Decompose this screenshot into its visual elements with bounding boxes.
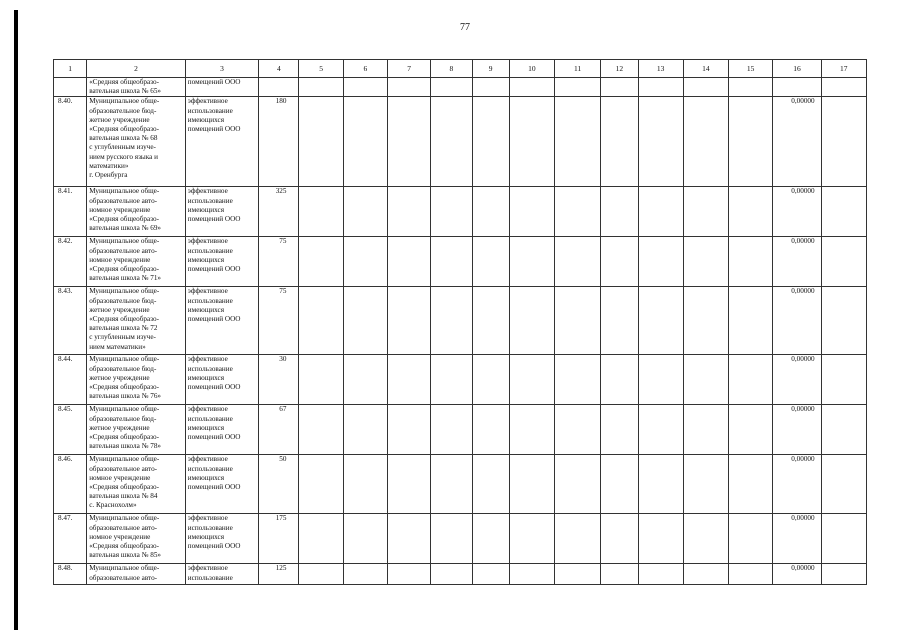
header-row [54, 60, 867, 78]
row-number-cell: 8.47. [54, 514, 87, 564]
empty-cell [729, 287, 773, 355]
share-cell [773, 78, 821, 97]
table-row [54, 355, 867, 405]
empty-cell [388, 564, 431, 585]
purpose-cell: эффективное использование имеющихся помещений ООО [185, 405, 258, 455]
empty-cell [555, 287, 601, 355]
empty-cell [472, 514, 509, 564]
empty-cell [299, 355, 343, 405]
row-number-cell: 8.42. [54, 237, 87, 287]
row-number-cell [54, 78, 87, 97]
empty-cell [729, 78, 773, 97]
empty-cell [601, 355, 638, 405]
column-header: 6 [343, 60, 387, 78]
empty-cell [729, 405, 773, 455]
empty-cell [509, 564, 554, 585]
empty-cell [821, 405, 866, 455]
purpose-cell: эффективное использование имеющихся помещений ООО [185, 514, 258, 564]
empty-cell [509, 514, 554, 564]
column-header: 1 [54, 60, 87, 78]
empty-cell [555, 514, 601, 564]
empty-cell [472, 405, 509, 455]
empty-cell [683, 514, 728, 564]
column-header: 5 [299, 60, 343, 78]
empty-cell [638, 287, 683, 355]
institution-name-cell: Муниципальное обще- образовательное авто- номное учреждение «Средняя общеобразо- вательная школа № 69» [87, 187, 186, 237]
empty-cell [343, 455, 387, 514]
empty-cell [343, 514, 387, 564]
row-number-cell: 8.41. [54, 187, 87, 237]
empty-cell [509, 287, 554, 355]
empty-cell [299, 564, 343, 585]
empty-cell [509, 405, 554, 455]
share-cell: 0,00000 [773, 97, 821, 187]
value-cell: 75 [259, 237, 299, 287]
share-cell: 0,00000 [773, 237, 821, 287]
empty-cell [729, 564, 773, 585]
empty-cell [821, 514, 866, 564]
institution-name-cell: Муниципальное обще- образовательное авто- [87, 564, 186, 585]
empty-cell [431, 405, 472, 455]
empty-cell [472, 355, 509, 405]
institution-name-cell: Муниципальное обще- образовательное бюд- жетное учреждение «Средняя общеобразо- вательная школа № 78» [87, 405, 186, 455]
empty-cell [555, 78, 601, 97]
empty-cell [388, 78, 431, 97]
institution-name-cell: Муниципальное обще- образовательное авто- номное учреждение «Средняя общеобразо- вательная школа № 71» [87, 237, 186, 287]
column-header: 10 [509, 60, 554, 78]
row-number-cell: 8.44. [54, 355, 87, 405]
empty-cell [509, 237, 554, 287]
empty-cell [601, 455, 638, 514]
purpose-cell: эффективное использование [185, 564, 258, 585]
share-cell: 0,00000 [773, 455, 821, 514]
empty-cell [638, 97, 683, 187]
empty-cell [821, 237, 866, 287]
empty-cell [343, 564, 387, 585]
empty-cell [555, 405, 601, 455]
purpose-cell: эффективное использование имеющихся помещений ООО [185, 187, 258, 237]
column-header: 17 [821, 60, 866, 78]
institution-name-cell: Муниципальное обще- образовательное авто- номное учреждение «Средняя общеобразо- вательная школа № 85» [87, 514, 186, 564]
purpose-cell: эффективное использование имеющихся помещений ООО [185, 455, 258, 514]
table-row [54, 405, 867, 455]
share-cell: 0,00000 [773, 514, 821, 564]
column-header: 9 [472, 60, 509, 78]
empty-cell [729, 455, 773, 514]
value-cell: 180 [259, 97, 299, 187]
column-header: 3 [185, 60, 258, 78]
column-header: 16 [773, 60, 821, 78]
empty-cell [638, 187, 683, 237]
empty-cell [343, 405, 387, 455]
empty-cell [299, 97, 343, 187]
empty-cell [343, 187, 387, 237]
page-number: 77 [460, 22, 470, 33]
institution-name-cell: Муниципальное обще- образовательное бюд- жетное учреждение «Средняя общеобразо- вательная школа № 68 с углубленным изуче- нием русского языка и математики» г. Оренбурга [87, 97, 186, 187]
table-row [54, 564, 867, 585]
table-row [54, 97, 867, 187]
empty-cell [343, 97, 387, 187]
empty-cell [729, 355, 773, 405]
data-table [53, 59, 867, 585]
purpose-cell: эффективное использование имеющихся помещений ООО [185, 355, 258, 405]
empty-cell [388, 514, 431, 564]
empty-cell [601, 564, 638, 585]
table-row [54, 455, 867, 514]
empty-cell [431, 514, 472, 564]
empty-cell [601, 97, 638, 187]
empty-cell [472, 97, 509, 187]
empty-cell [299, 405, 343, 455]
empty-cell [638, 405, 683, 455]
purpose-cell: эффективное использование имеющихся помещений ООО [185, 287, 258, 355]
value-cell: 125 [259, 564, 299, 585]
table-row [54, 237, 867, 287]
column-header: 13 [638, 60, 683, 78]
column-header: 14 [683, 60, 728, 78]
institution-name-cell: «Средняя общеобразо- вательная школа № 65» [87, 78, 186, 97]
column-header: 7 [388, 60, 431, 78]
empty-cell [601, 514, 638, 564]
empty-cell [638, 355, 683, 405]
column-header: 2 [87, 60, 186, 78]
empty-cell [388, 455, 431, 514]
column-header: 11 [555, 60, 601, 78]
empty-cell [299, 455, 343, 514]
empty-cell [821, 187, 866, 237]
empty-cell [821, 78, 866, 97]
table-row [54, 78, 867, 97]
purpose-cell: эффективное использование имеющихся помещений ООО [185, 97, 258, 187]
empty-cell [343, 287, 387, 355]
empty-cell [729, 97, 773, 187]
empty-cell [729, 514, 773, 564]
empty-cell [431, 237, 472, 287]
table-row [54, 514, 867, 564]
table-row [54, 287, 867, 355]
empty-cell [683, 355, 728, 405]
empty-cell [431, 455, 472, 514]
empty-cell [638, 78, 683, 97]
empty-cell [555, 187, 601, 237]
value-cell [259, 78, 299, 97]
empty-cell [509, 455, 554, 514]
column-header: 12 [601, 60, 638, 78]
empty-cell [683, 237, 728, 287]
purpose-cell: эффективное использование имеющихся помещений ООО [185, 237, 258, 287]
empty-cell [472, 78, 509, 97]
share-cell: 0,00000 [773, 405, 821, 455]
empty-cell [601, 237, 638, 287]
empty-cell [601, 78, 638, 97]
empty-cell [431, 97, 472, 187]
empty-cell [431, 187, 472, 237]
empty-cell [343, 237, 387, 287]
empty-cell [509, 97, 554, 187]
empty-cell [821, 287, 866, 355]
purpose-cell: помещений ООО [185, 78, 258, 97]
column-header: 4 [259, 60, 299, 78]
row-number-cell: 8.48. [54, 564, 87, 585]
column-header: 8 [431, 60, 472, 78]
share-cell: 0,00000 [773, 187, 821, 237]
empty-cell [388, 97, 431, 187]
empty-cell [729, 187, 773, 237]
value-cell: 30 [259, 355, 299, 405]
value-cell: 175 [259, 514, 299, 564]
empty-cell [555, 455, 601, 514]
empty-cell [601, 287, 638, 355]
empty-cell [388, 287, 431, 355]
empty-cell [509, 78, 554, 97]
empty-cell [472, 237, 509, 287]
row-number-cell: 8.40. [54, 97, 87, 187]
value-cell: 67 [259, 405, 299, 455]
empty-cell [729, 237, 773, 287]
empty-cell [555, 97, 601, 187]
empty-cell [388, 237, 431, 287]
empty-cell [683, 564, 728, 585]
row-number-cell: 8.43. [54, 287, 87, 355]
value-cell: 75 [259, 287, 299, 355]
empty-cell [821, 355, 866, 405]
empty-cell [509, 187, 554, 237]
empty-cell [683, 97, 728, 187]
empty-cell [555, 564, 601, 585]
scan-margin-bar [14, 10, 18, 630]
empty-cell [683, 455, 728, 514]
table-row [54, 187, 867, 237]
empty-cell [388, 355, 431, 405]
empty-cell [299, 237, 343, 287]
empty-cell [683, 187, 728, 237]
empty-cell [638, 514, 683, 564]
empty-cell [431, 78, 472, 97]
row-number-cell: 8.46. [54, 455, 87, 514]
empty-cell [299, 187, 343, 237]
empty-cell [299, 78, 343, 97]
empty-cell [601, 187, 638, 237]
empty-cell [555, 237, 601, 287]
empty-cell [472, 287, 509, 355]
empty-cell [388, 187, 431, 237]
empty-cell [299, 514, 343, 564]
institution-name-cell: Муниципальное обще- образовательное бюд- жетное учреждение «Средняя общеобразо- вательная школа № 76» [87, 355, 186, 405]
share-cell: 0,00000 [773, 355, 821, 405]
institution-name-cell: Муниципальное обще- образовательное бюд- жетное учреждение «Средняя общеобразо- вательная школа № 72 с углубленным изуче- нием математики» [87, 287, 186, 355]
empty-cell [472, 455, 509, 514]
row-number-cell: 8.45. [54, 405, 87, 455]
empty-cell [683, 78, 728, 97]
table-body [54, 78, 867, 585]
empty-cell [431, 564, 472, 585]
empty-cell [555, 355, 601, 405]
share-cell: 0,00000 [773, 564, 821, 585]
empty-cell [343, 355, 387, 405]
institution-name-cell: Муниципальное обще- образовательное авто- номное учреждение «Средняя общеобразо- вательная школа № 84 с. Краснохолм» [87, 455, 186, 514]
column-header: 15 [729, 60, 773, 78]
empty-cell [638, 237, 683, 287]
empty-cell [638, 564, 683, 585]
empty-cell [343, 78, 387, 97]
empty-cell [299, 287, 343, 355]
empty-cell [472, 564, 509, 585]
value-cell: 325 [259, 187, 299, 237]
empty-cell [388, 405, 431, 455]
empty-cell [638, 455, 683, 514]
empty-cell [472, 187, 509, 237]
empty-cell [431, 355, 472, 405]
empty-cell [821, 564, 866, 585]
empty-cell [431, 287, 472, 355]
value-cell: 50 [259, 455, 299, 514]
share-cell: 0,00000 [773, 287, 821, 355]
empty-cell [683, 405, 728, 455]
empty-cell [509, 355, 554, 405]
empty-cell [601, 405, 638, 455]
empty-cell [683, 287, 728, 355]
empty-cell [821, 97, 866, 187]
empty-cell [821, 455, 866, 514]
